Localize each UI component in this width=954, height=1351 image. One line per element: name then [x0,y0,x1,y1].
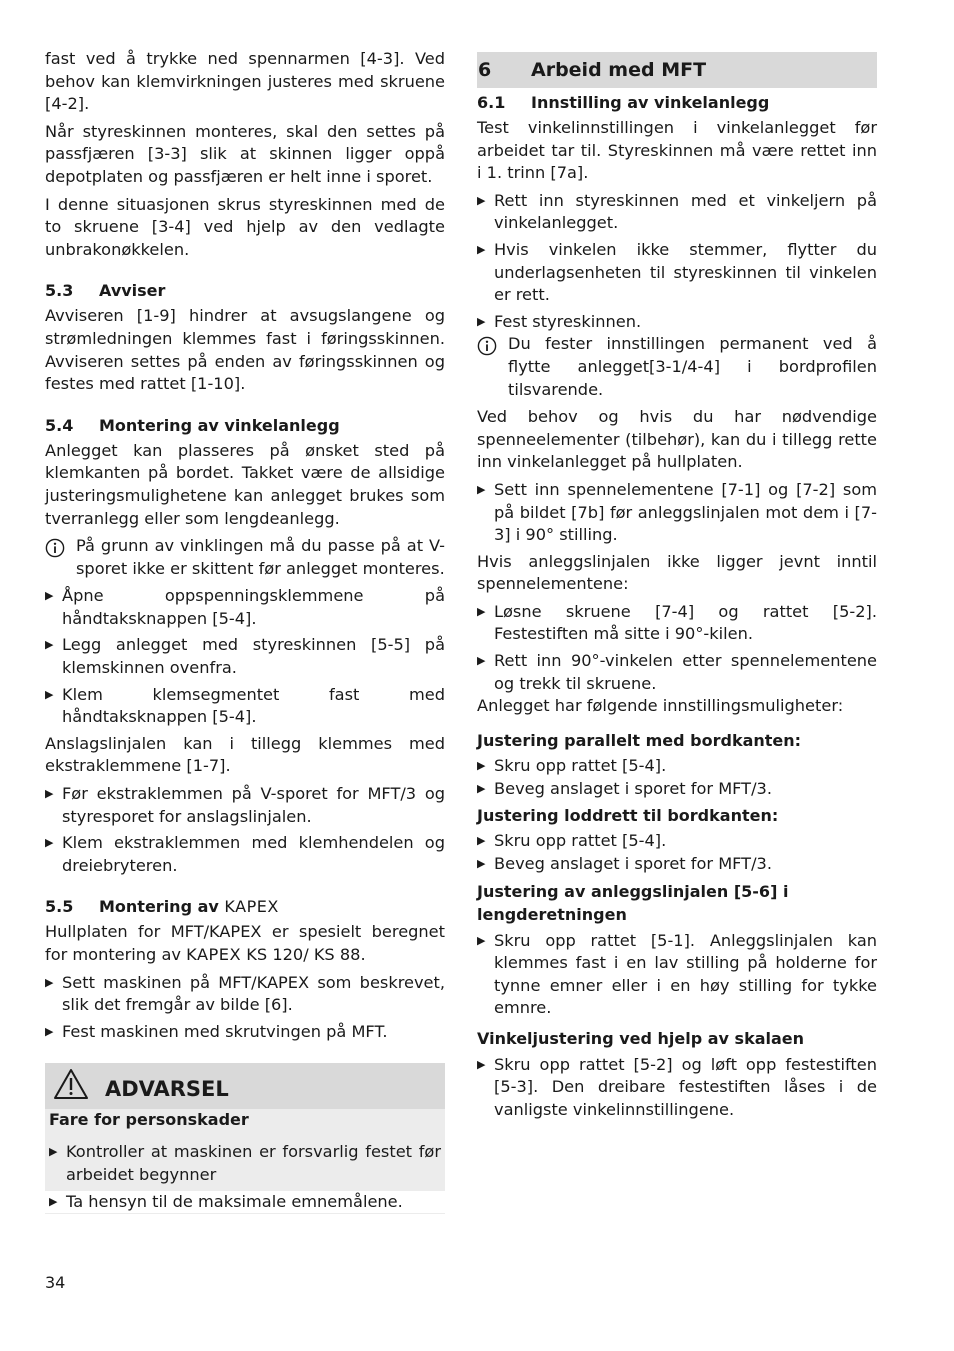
section-number: 5.3 [45,281,74,301]
arrow-icon: ▶ [477,1057,486,1071]
bullet-item [477,830,877,853]
paragraph-text: KS 120/ KS 88. [246,945,366,964]
section-number: 5.5 [45,897,74,917]
bullet-text: Skru opp rattet [5-1]. Anleggslinjalen kan klemmes fast i en lav stilling på holderne for tynne emner eller i en høy stilling for tykke emnre. [494,930,877,1018]
arrow-icon: ▶ [45,1024,54,1038]
arrow-icon: ▶ [477,782,486,796]
arrow-icon: ▶ [49,1145,58,1159]
bullet-text: Rett inn styreskinnen med et vinkeljern på vinkelanlegget. [494,190,877,233]
arrow-icon: ▶ [477,604,486,618]
chapter-title: Arbeid med MFT [531,59,707,81]
bullet-item [477,479,877,547]
paragraph: Anlegget har følgende innstillingsmuligheter: [477,696,844,716]
bullet-text: Sett maskinen på MFT/KAPEX som beskrevet, slik det fremgår av bilde [6]. [62,972,445,1015]
paragraph: Anslagslinjalen kan i tillegg klemmes med ekstraklemmene [1-7]. [45,733,445,776]
bullet-item [45,783,445,828]
arrow-icon: ▶ [45,687,54,701]
bullet-text: Legg anlegget med styreskinnen [5-5] på klemskinnen ovenfra. [62,635,445,678]
section-heading-5-3 [45,280,445,302]
bullet-item [477,239,877,307]
bullet-item [477,1054,877,1122]
arrow-icon: ▶ [45,975,54,989]
bullet-item [45,1021,445,1044]
paragraph-text: Hullplaten for MFT/KAPEX er spesielt beregnet for montering av [45,922,445,964]
section-heading-6-1 [477,92,877,114]
bullet-text: Kontroller at maskinen er forsvarlig festet før arbeidet begynner [66,1142,441,1184]
paragraph: Test vinkelinnstillingen i vinkelanlegget før arbeidet tar til. Styreskinnen må være rettet inn i 1. trinn [7a]. [477,118,877,183]
bullet-text: Fest styreskinnen. [494,311,642,331]
arrow-icon: ▶ [45,787,54,801]
bullet-text: Løsne skruene [7-4] og rattet [5-2]. Festestiften må sitte i 90°-kilen. [494,601,877,644]
bullet-item [45,832,445,877]
arrow-icon: ▶ [45,836,54,850]
bullet-text: Beveg anslaget i sporet for MFT/3. [494,779,772,799]
bullet-item [477,601,877,646]
bullet-item [45,972,445,1017]
paragraph [45,921,445,966]
info-icon [45,535,76,580]
section-title: Avviser [99,281,166,301]
bullet-item [477,930,877,1020]
arrow-icon: ▶ [477,314,486,328]
subheading: Justering av anleggslinjalen [5-6] i lengderetningen [477,882,789,924]
section-title: Innstilling av vinkelanlegg [531,93,770,112]
info-note [45,535,445,580]
arrow-icon: ▶ [477,834,486,848]
bullet-item [45,1191,445,1214]
paragraph: Ved behov og hvis du har nødvendige spenneelementer (tilbehør), kan du i tillegg rette inn vinkelanlegget på hullplaten. [477,407,877,472]
info-icon [477,333,508,401]
arrow-icon: ▶ [45,638,54,652]
arrow-icon: ▶ [45,589,54,603]
warning-triangle-icon [53,1068,89,1104]
bullet-text: Skru opp rattet [5-4]. [494,756,667,776]
bullet-item [477,650,877,695]
brand-name: KAPEX [186,945,242,964]
paragraph: Anlegget kan plasseres på ønsket sted på klemkanten på bordet. Takket være de allsidige justeringsmulighetene kan anlegget brukes som tverranlegg eller som lengdeanlegg. [45,440,445,528]
bullet-item [45,585,445,630]
bullet-text: Åpne oppspenningsklemmene på håndtaksknappen [5-4]. [62,586,445,628]
bullet-item [477,853,877,876]
brand-name: KAPEX [224,897,279,917]
warning-box [45,1063,445,1214]
note-text: På grunn av vinklingen må du passe på at V-sporet ikke er skittent før anlegget monteres. [76,536,445,578]
bullet-text: Ta hensyn til de maksimale emnemålene. [66,1191,403,1211]
paragraph: Avviseren [1-9] hindrer at avsugslangene og strømledningen klemmes fast i føringsskinnen. Avviseren settes på enden av føringsskinnen og festes med rattet [1-10]. [45,306,445,394]
paragraph: fast ved å trykke ned spennarmen [4-3]. Ved behov kan klemvirkningen justeres med skruene [4-2]. [45,49,445,114]
subheading: Justering parallelt med bordkanten: [477,730,802,750]
bullet-text: Rett inn 90°-vinkelen etter spennelementene og trekk til skruene. [494,651,877,693]
warning-header [45,1063,445,1109]
page-number: 34 [45,1273,66,1292]
paragraph: Hvis anleggslinjalen ikke ligger jevnt inntil spennelementene: [477,551,877,594]
bullet-text: Klem ekstraklemmen med klemhendelen og dreiebryteren. [62,833,445,875]
section-number: 5.4 [45,415,74,435]
section-title: Montering av [99,897,219,917]
bullet-item [45,634,445,679]
arrow-icon: ▶ [477,856,486,870]
subheading: Vinkeljustering ved hjelp av skalaen [477,1028,805,1048]
bullet-item [477,190,877,235]
arrow-icon: ▶ [477,933,486,947]
arrow-icon: ▶ [477,193,486,207]
bullet-text: Hvis vinkelen ikke stemmer, flytter du underlagsenheten til styreskinnen til vinkelen er rett. [494,239,877,305]
section-heading-5-4 [45,415,445,437]
bullet-text: Fest maskinen med skrutvingen på MFT. [62,1021,388,1041]
bullet-item [45,1141,445,1186]
bullet-text: Skru opp rattet [5-2] og løft opp festestiften [5-3]. Den dreibare festestiften låses i de vanligste vinkelinnstillingene. [494,1054,877,1119]
bullet-text: Sett inn spennelementene [7-1] og [7-2] som på bildet [7b] før anleggslinjalen mot dem i [7-3] i 90° stilling. [494,479,877,545]
warning-title: ADVARSEL [105,1077,229,1102]
arrow-icon: ▶ [477,654,486,668]
section-heading-5-5 [45,896,445,918]
bullet-item [45,684,445,729]
right-column [477,48,877,1125]
bullet-item [477,311,877,334]
left-column [45,48,445,1214]
bullet-text: Klem klemsegmentet fast med håndtaksknappen [5-4]. [62,684,445,727]
arrow-icon: ▶ [477,482,486,496]
bullet-text: Beveg anslaget i sporet for MFT/3. [494,853,772,873]
arrow-icon: ▶ [477,242,486,256]
section-number: 6.1 [477,93,506,112]
paragraph: Når styreskinnen monteres, skal den settes på passfjæren [3-3] slik at skinnen ligger oppå depotplaten og passfjæren er helt inne i sporet. [45,121,445,186]
warning-subtitle: Fare for personskader [49,1110,249,1130]
chapter-heading [477,52,877,88]
bullet-text: Skru opp rattet [5-4]. [494,831,667,851]
bullet-text: Før ekstraklemmen på V-sporet for MFT/3 og styresporet for anslagslinjalen. [62,784,445,826]
section-title: Montering av vinkelanlegg [99,415,340,435]
arrow-icon: ▶ [477,759,486,773]
arrow-icon: ▶ [49,1194,58,1208]
note-text: Du fester innstillingen permanent ved å flytte anlegget[3-1/4-4] i bordprofilen tilsvarende. [508,334,877,399]
subheading: Justering loddrett til bordkanten: [477,805,779,825]
paragraph: I denne situasjonen skrus styreskinnen med de to skruene [3-4] ved hjelp av den vedlagte unbrakonøkkelen. [45,194,445,259]
bullet-item [477,755,877,778]
bullet-item [477,778,877,801]
chapter-number: 6 [478,59,492,81]
info-note [477,333,877,401]
